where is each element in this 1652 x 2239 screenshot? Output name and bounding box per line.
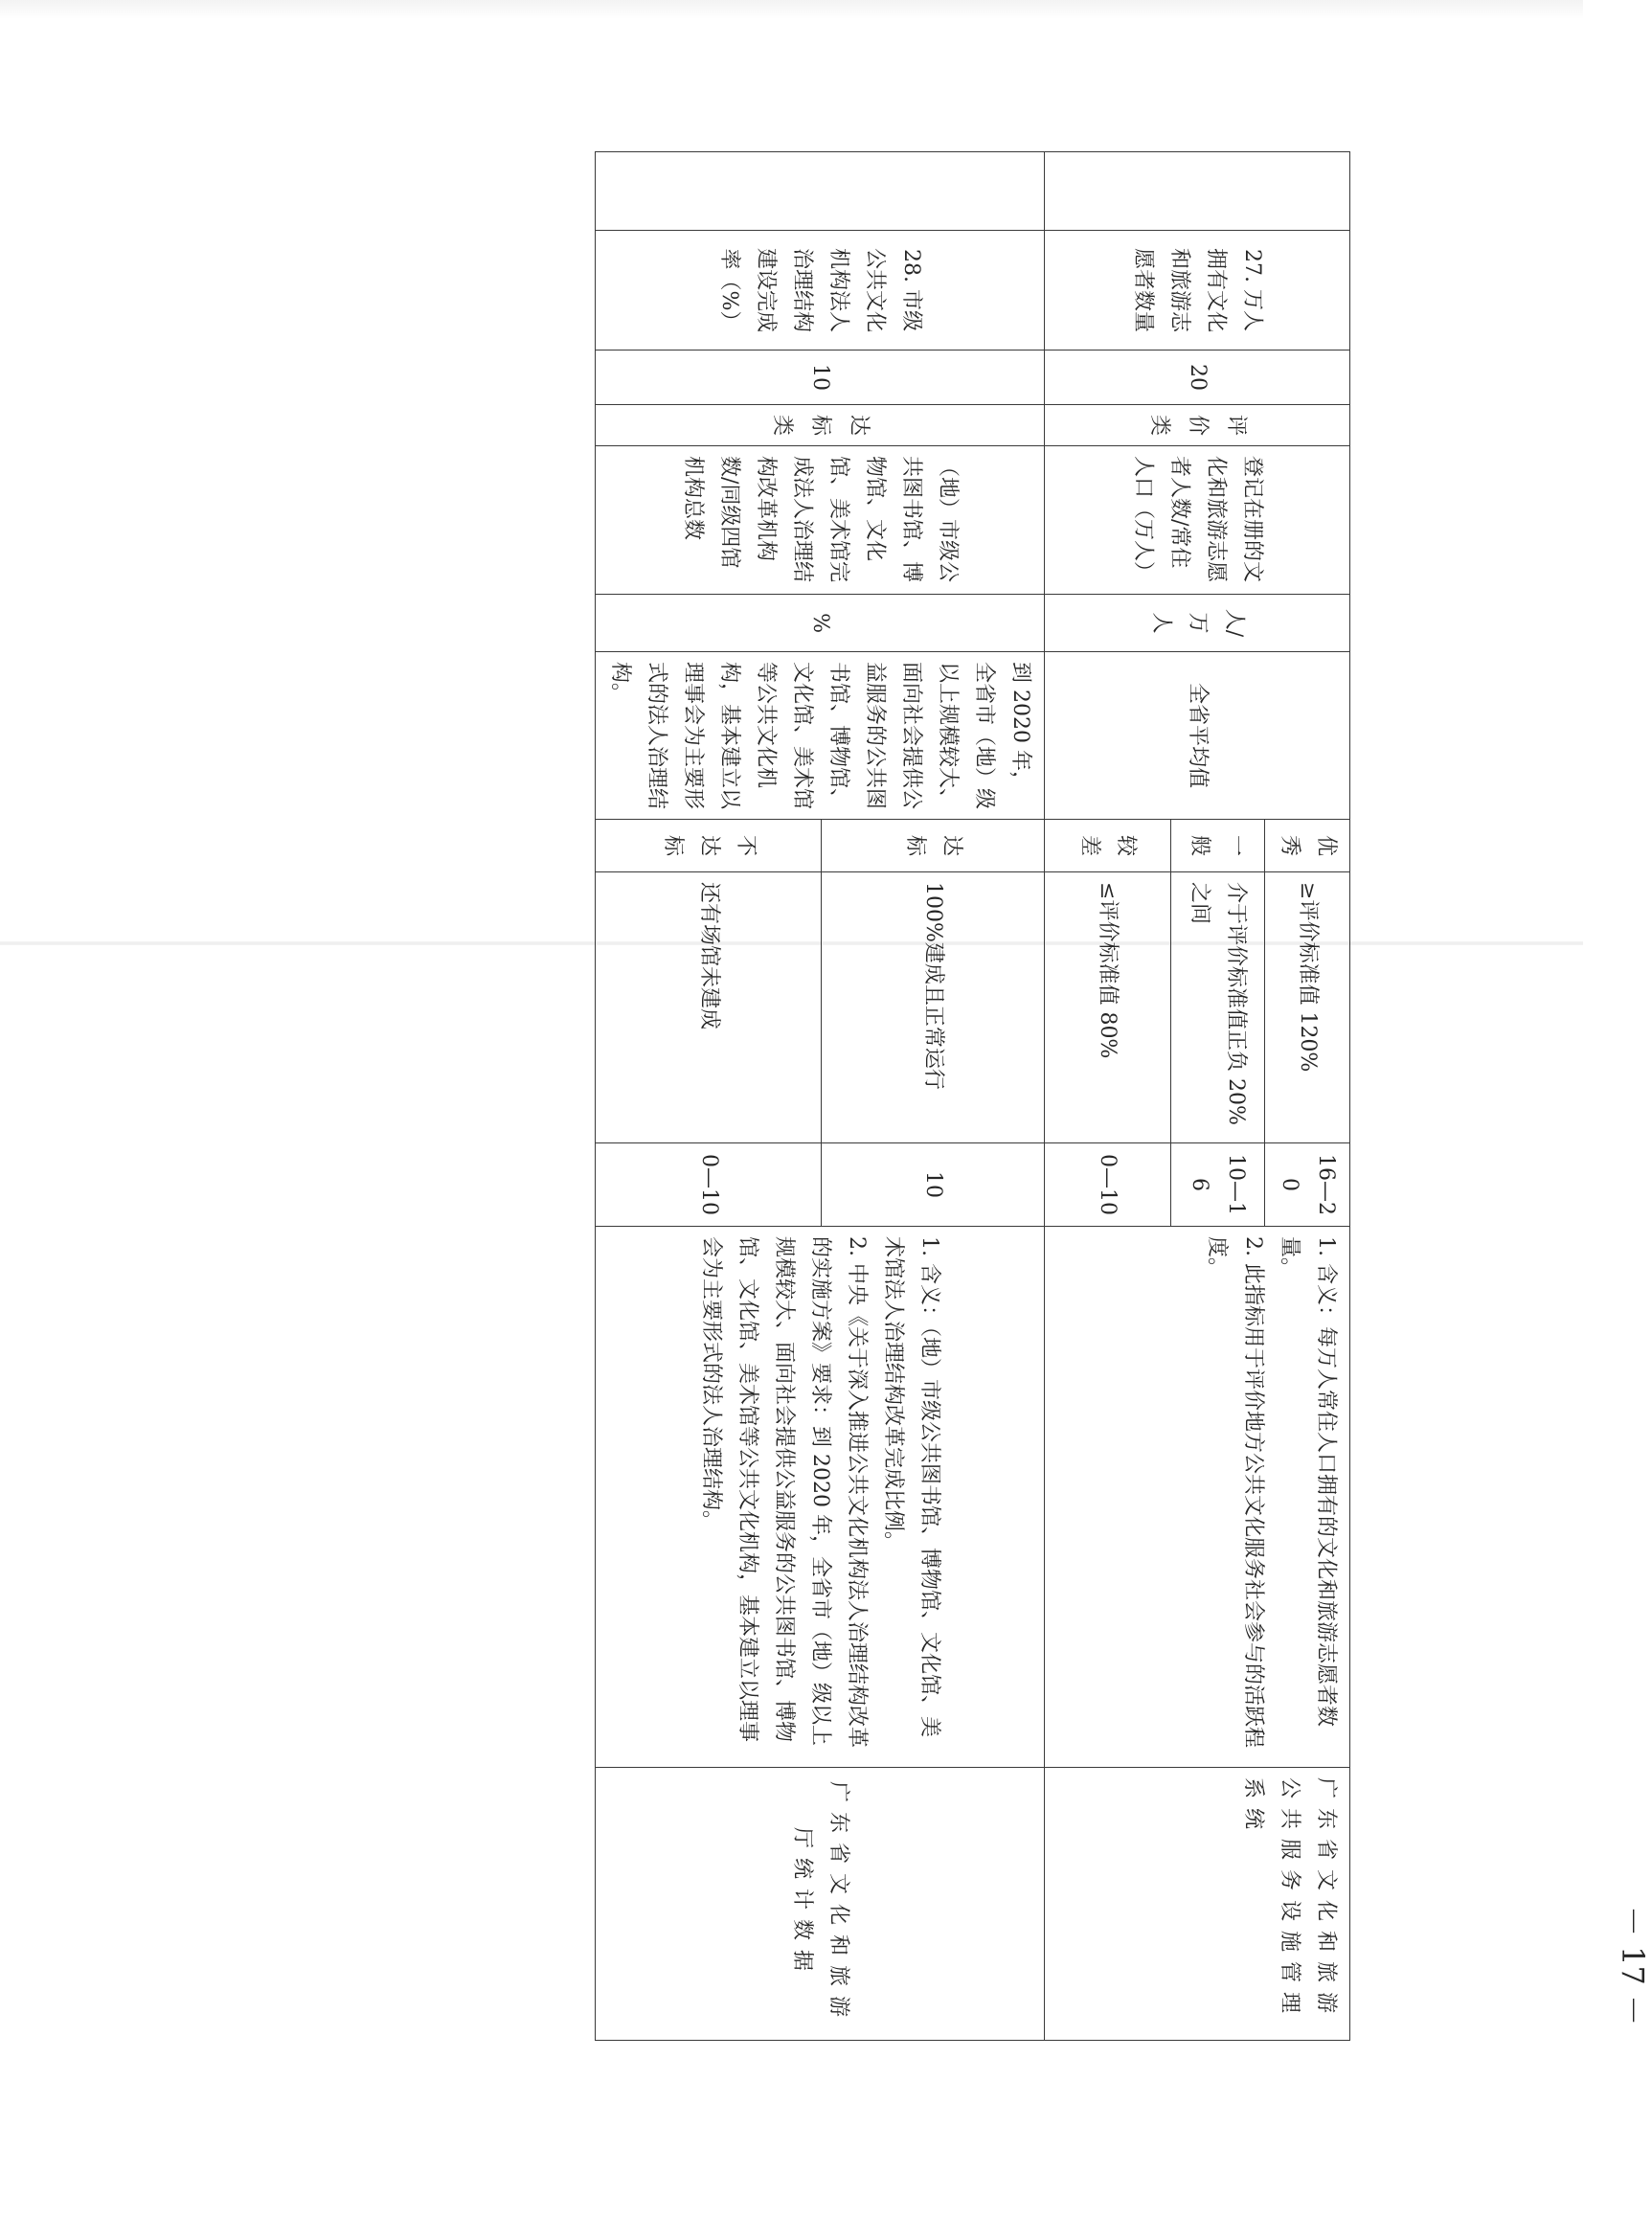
grade-criterion: 100%建成且正常运行 — [822, 872, 1045, 1143]
indicator-explanation — [596, 1227, 1045, 1768]
indicator-standard: 全省平均值 — [1045, 652, 1350, 820]
indicator-type: 达标类 — [596, 405, 1045, 446]
grade-level: 优秀 — [1265, 820, 1350, 872]
grade-level: 不达标 — [596, 820, 822, 872]
indicator-unit: 人/万人 — [1045, 595, 1350, 652]
row-empty-cell — [596, 152, 1045, 231]
indicator-formula: （地）市级公共图书馆、博物馆、文化馆、美术馆完成法人治理结构改革机构数/同级四馆机构总数 — [596, 446, 1045, 595]
indicator-formula: 登记在册的文化和旅游志愿者人数/常住人口（万人） — [1045, 446, 1350, 595]
indicator-score: 20 — [1045, 351, 1350, 405]
explanation-line: 1. 含义：（地）市级公共图书馆、博物馆、文化馆、美术馆法人治理结构改革完成比例。 — [881, 1236, 941, 1738]
grade-points: 0—10 — [1045, 1143, 1171, 1227]
indicator-score: 10 — [596, 351, 1045, 405]
grade-points: 0—10 — [596, 1143, 822, 1227]
indicator-name: 28. 市级公共文化机构法人治理结构建设完成率（%） — [596, 231, 1045, 351]
table-row — [1265, 152, 1350, 2041]
grade-criterion: 还有场馆未建成 — [596, 872, 822, 1143]
indicator-source: 广东省文化和旅游公共服务设施管理系统 — [1045, 1768, 1350, 2041]
grade-criterion: ≥评价标准值 120% — [1265, 872, 1350, 1143]
indicator-type: 评价类 — [1045, 405, 1350, 446]
explanation-line: 1. 含义：每万人常住人口拥有的文化和旅游志愿者数量。 — [1278, 1236, 1338, 1728]
table-row — [822, 152, 1045, 2041]
grade-points: 16—20 — [1265, 1143, 1350, 1227]
row-empty-cell — [1045, 152, 1350, 231]
grade-level: 达标 — [822, 820, 1045, 872]
grade-points: 10 — [822, 1143, 1045, 1227]
indicator-source: 广东省文化和旅游厅统计数据 — [596, 1768, 1045, 2041]
indicator-unit: % — [596, 595, 1045, 652]
indicator-name: 27. 万人拥有文化和旅游志愿者数量 — [1045, 231, 1350, 351]
grade-criterion: ≤评价标准值 80% — [1045, 872, 1171, 1143]
explanation-line: 2. 此指标用于评价地方公共文化服务社会参与的活跃程度。 — [1205, 1236, 1265, 1749]
indicator-table — [595, 151, 1350, 2041]
indicator-standard: 到 2020 年，全省市（地）级以上规模较大、面向社会提供公益服务的公共图书馆、博物馆、文化馆、美术馆等公共文化机构，基本建立以理事会为主要形式的法人治理结构。 — [596, 652, 1045, 820]
page-number: － 17 － — [1615, 1906, 1651, 2026]
grade-level: 一般 — [1171, 820, 1265, 872]
indicator-explanation — [1045, 1227, 1350, 1768]
grade-criterion: 介于评价标准值正负 20%之间 — [1171, 872, 1265, 1143]
grade-points: 10—16 — [1171, 1143, 1265, 1227]
grade-level: 较差 — [1045, 820, 1171, 872]
explanation-line: 2. 中央《关于深入推进公共文化机构法人治理结构改革的实施方案》要求：到 2020 年，全省市（地）级以上规模较大、面向社会提供公益服务的公共图书馆、博物馆、文化馆、美术馆等公共文化机构，基本建立以理事会为主要形式的法人治理结构。 — [699, 1236, 869, 1749]
